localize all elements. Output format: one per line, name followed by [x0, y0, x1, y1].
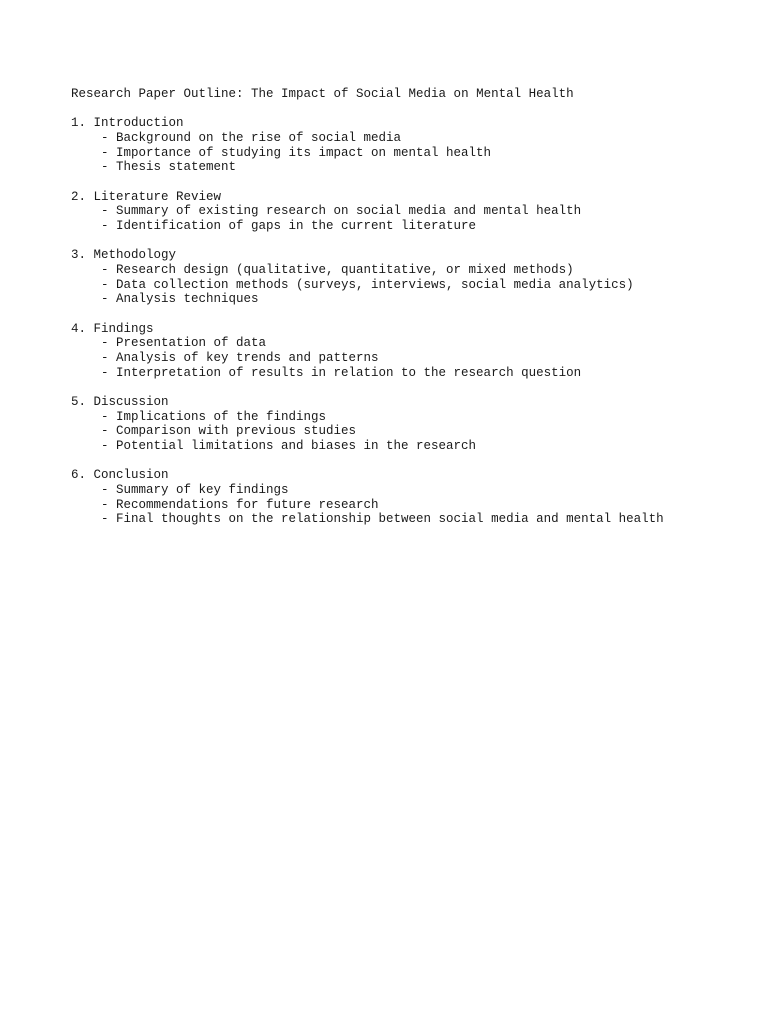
section-item: - Analysis of key trends and patterns [101, 351, 379, 365]
section-literature-review [71, 190, 751, 234]
document-body [71, 87, 751, 542]
section-heading: 2. Literature Review [71, 189, 222, 204]
section-item: - Analysis techniques [101, 292, 259, 307]
section-heading: 5. Discussion [71, 394, 169, 409]
section-discussion [71, 395, 751, 454]
section-item: - Potential limitations and biases in the research [101, 439, 477, 454]
section-conclusion [71, 468, 751, 527]
section-heading: 4. Findings [71, 321, 154, 336]
section-item: - Thesis statement [101, 160, 237, 175]
section-item: - Implications of the findings [101, 409, 327, 424]
section-item: - Comparison with previous studies [101, 424, 357, 439]
section-item: - Summary of existing research on social media and mental health [101, 204, 582, 219]
section-item: - Importance of studying its impact on mental health [101, 145, 492, 160]
section-item: - Research design (qualitative, quantitative, or mixed methods) [101, 262, 574, 277]
section-introduction [71, 116, 751, 175]
section-item: - Summary of key findings [101, 483, 289, 497]
section-item: - Final thoughts on the relationship between social media and mental health [101, 512, 664, 527]
section-item: - Identification of gaps in the current literature [101, 219, 477, 233]
section-item: - Data collection methods (surveys, interviews, social media analytics) [101, 277, 634, 292]
section-heading: 1. Introduction [71, 116, 184, 131]
section-item: - Recommendations for future research [101, 497, 379, 512]
section-item: - Background on the rise of social media [101, 130, 402, 145]
section-item: - Presentation of data [101, 336, 267, 351]
section-findings [71, 322, 751, 381]
section-heading: 3. Methodology [71, 248, 177, 263]
section-heading: 6. Conclusion [71, 468, 169, 483]
document-title: Research Paper Outline: The Impact of Social Media on Mental Health [71, 87, 574, 101]
section-item: - Interpretation of results in relation to the research question [101, 365, 582, 380]
section-methodology [71, 248, 751, 307]
